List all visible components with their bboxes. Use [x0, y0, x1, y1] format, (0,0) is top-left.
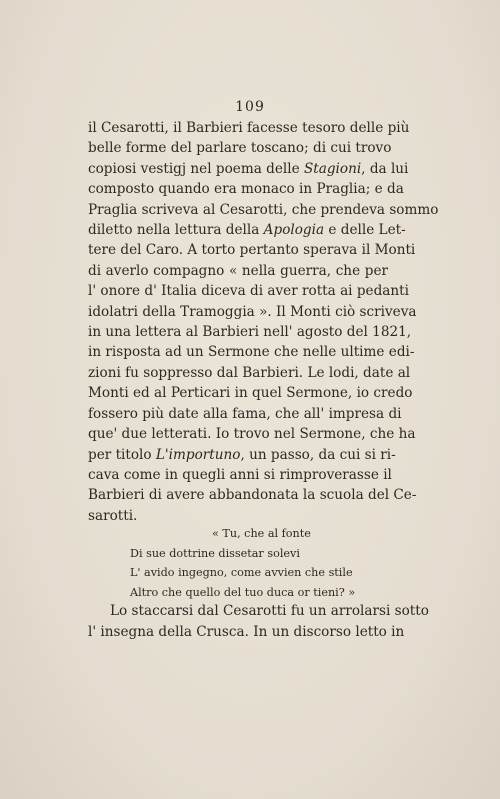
text-line: Lo staccarsi dal Cesarotti fu un arrolarsi sotto: [110, 603, 429, 619]
poem-line: Di sue dottrine dissetar solevi: [130, 546, 300, 560]
text-line: cava come in quegli anni si rimproverasse il: [88, 466, 392, 483]
text-segment: diletto nella lettura della: [88, 222, 264, 239]
text-segment: , un passo, da cui si ri-: [240, 446, 396, 463]
text-line: in una lettera al Barbieri nell' agosto del 1821,: [88, 324, 412, 341]
paragraph-2: [88, 601, 429, 643]
text-line: idolatri della Tramoggia ». Il Monti ciò scriveva: [88, 303, 417, 320]
text-line: il Cesarotti, il Barbieri facesse tesoro delle più: [88, 120, 410, 136]
italic-title-stagioni: Stagioni: [303, 160, 362, 177]
text-line: sarotti.: [88, 507, 138, 524]
text-line: di averlo compagno « nella guerra, che per: [88, 262, 388, 279]
poem-line: Altro che quello del tuo duca or tieni? »: [130, 585, 356, 599]
text-line: fossero più date alla fama, che all' impresa di: [88, 405, 402, 422]
text-line: tere del Caro. A torto pertanto sperava il Monti: [88, 242, 416, 259]
text-line: [88, 445, 396, 465]
poem-quote: [130, 524, 390, 602]
text-line: composto quando era monaco in Praglia; e da: [88, 181, 404, 198]
text-segment: , da lui: [361, 160, 409, 177]
text-line: [88, 159, 409, 179]
text-line: [88, 220, 406, 240]
poem-line: L' avido ingegno, come avvien che stile: [130, 566, 353, 579]
text-line: l' onore d' Italia diceva di aver rotta ai pedanti: [88, 283, 409, 300]
poem-line: « Tu, che al fonte: [212, 527, 311, 540]
text-line: Monti ed al Perticari in quel Sermone, io credo: [88, 385, 413, 402]
text-line: zioni fu soppresso dal Barbieri. Le lodi, date al: [88, 364, 411, 381]
text-line: in risposta ad un Sermone che nelle ultime edi-: [88, 344, 415, 361]
text-line: Barbieri di avere abbandonata la scuola del Ce-: [88, 487, 417, 504]
paragraph-1: [88, 118, 439, 526]
text-segment: per titolo: [88, 446, 156, 463]
italic-title-importuno: L'importuno: [155, 446, 241, 463]
text-line: que' due letterati. Io trovo nel Sermone, che ha: [88, 426, 416, 443]
text-line: belle forme del parlare toscano; di cui trovo: [88, 140, 392, 157]
italic-title-apologia: Apologia: [263, 222, 325, 239]
page-number: 109: [235, 99, 265, 115]
text-line: l' insegna della Crusca. In un discorso letto in: [88, 624, 405, 640]
text-segment: copiosi vestigj nel poema delle: [88, 160, 304, 177]
text-segment: e delle Let-: [324, 222, 406, 239]
text-line: Praglia scriveva al Cesarotti, che prendeva sommo: [88, 201, 439, 218]
